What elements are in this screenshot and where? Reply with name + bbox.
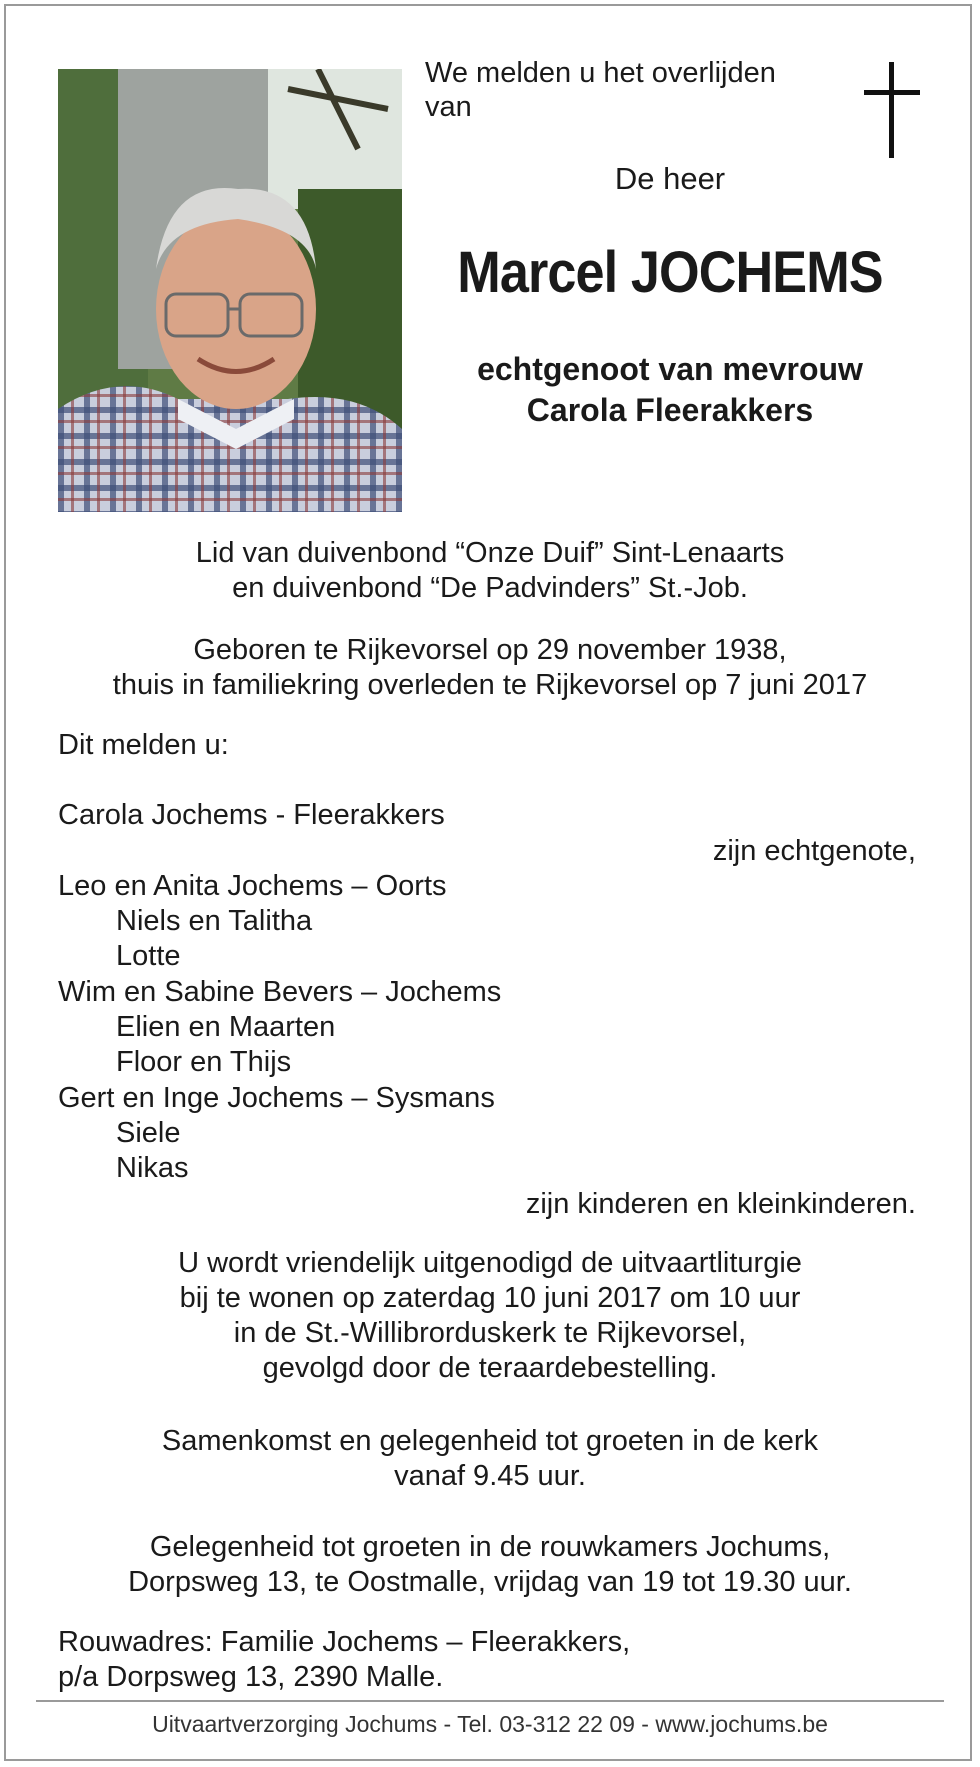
honorific: De heer — [614, 161, 726, 196]
mourning-address: Rouwadres: Familie Jochems – Fleerakkers, p/a Dorpsweg 13, 2390 Malle. — [58, 1626, 631, 1693]
family-grandchild-name: Niels en Talitha — [116, 905, 313, 937]
gathering-text: Samenkomst en gelegenheid tot groeten in de kerk vanaf 9.45 uur. — [161, 1425, 819, 1492]
family-spouse-role: zijn echtgenote, — [712, 835, 916, 867]
visitation-text: Gelegenheid tot groeten in de rouwkamers Jochums, Dorpsweg 13, te Oostmalle, vrijdag van 19 tot 19.30 uur. — [128, 1531, 852, 1598]
announce-label: Dit melden u: — [58, 729, 229, 761]
membership-text: Lid van duivenbond “Onze Duif” Sint-Lenaarts en duivenbond “De Padvinders” St.-Job. — [195, 537, 785, 604]
birth-death-text: Geboren te Rijkevorsel op 29 november 1938, thuis in familiekring overleden te Rijkevorsel op 7 juni 2017 — [112, 634, 868, 701]
family-grandchild-name: Lotte — [116, 940, 181, 972]
family-child-name: Leo en Anita Jochems – Oorts — [58, 870, 447, 902]
family-child-name: Gert en Inge Jochems – Sysmans — [58, 1082, 495, 1114]
portrait-photo — [58, 69, 402, 512]
footer-divider — [36, 1700, 944, 1702]
family-child-name: Wim en Sabine Bevers – Jochems — [58, 976, 502, 1008]
funeral-text: U wordt vriendelijk uitgenodigd de uitvaartliturgie bij te wonen op zaterdag 10 juni 2017 om 10 uur in de St.-Willibrorduskerk te Rijkevorsel, gevolgd door de teraardebestelling. — [178, 1247, 802, 1384]
family-grandchild-name: Siele — [116, 1117, 181, 1149]
family-spouse-name: Carola Jochems - Fleerakkers — [58, 799, 445, 831]
family-children-role: zijn kinderen en kleinkinderen. — [525, 1188, 916, 1220]
family-grandchild-name: Nikas — [116, 1152, 189, 1184]
family-grandchild-name: Elien en Maarten — [116, 1011, 336, 1043]
deceased-name: Marcel JOCHEMS — [457, 240, 883, 305]
intro-text: We melden u het overlijden van — [425, 57, 776, 123]
cross-icon — [862, 60, 922, 160]
footer-text: Uitvaartverzorging Jochums - Tel. 03-312 22 09 - www.jochums.be — [152, 1711, 828, 1737]
family-grandchild-name: Floor en Thijs — [116, 1046, 292, 1078]
spouse-line: echtgenoot van mevrouw Carola Fleerakkers — [477, 351, 863, 428]
